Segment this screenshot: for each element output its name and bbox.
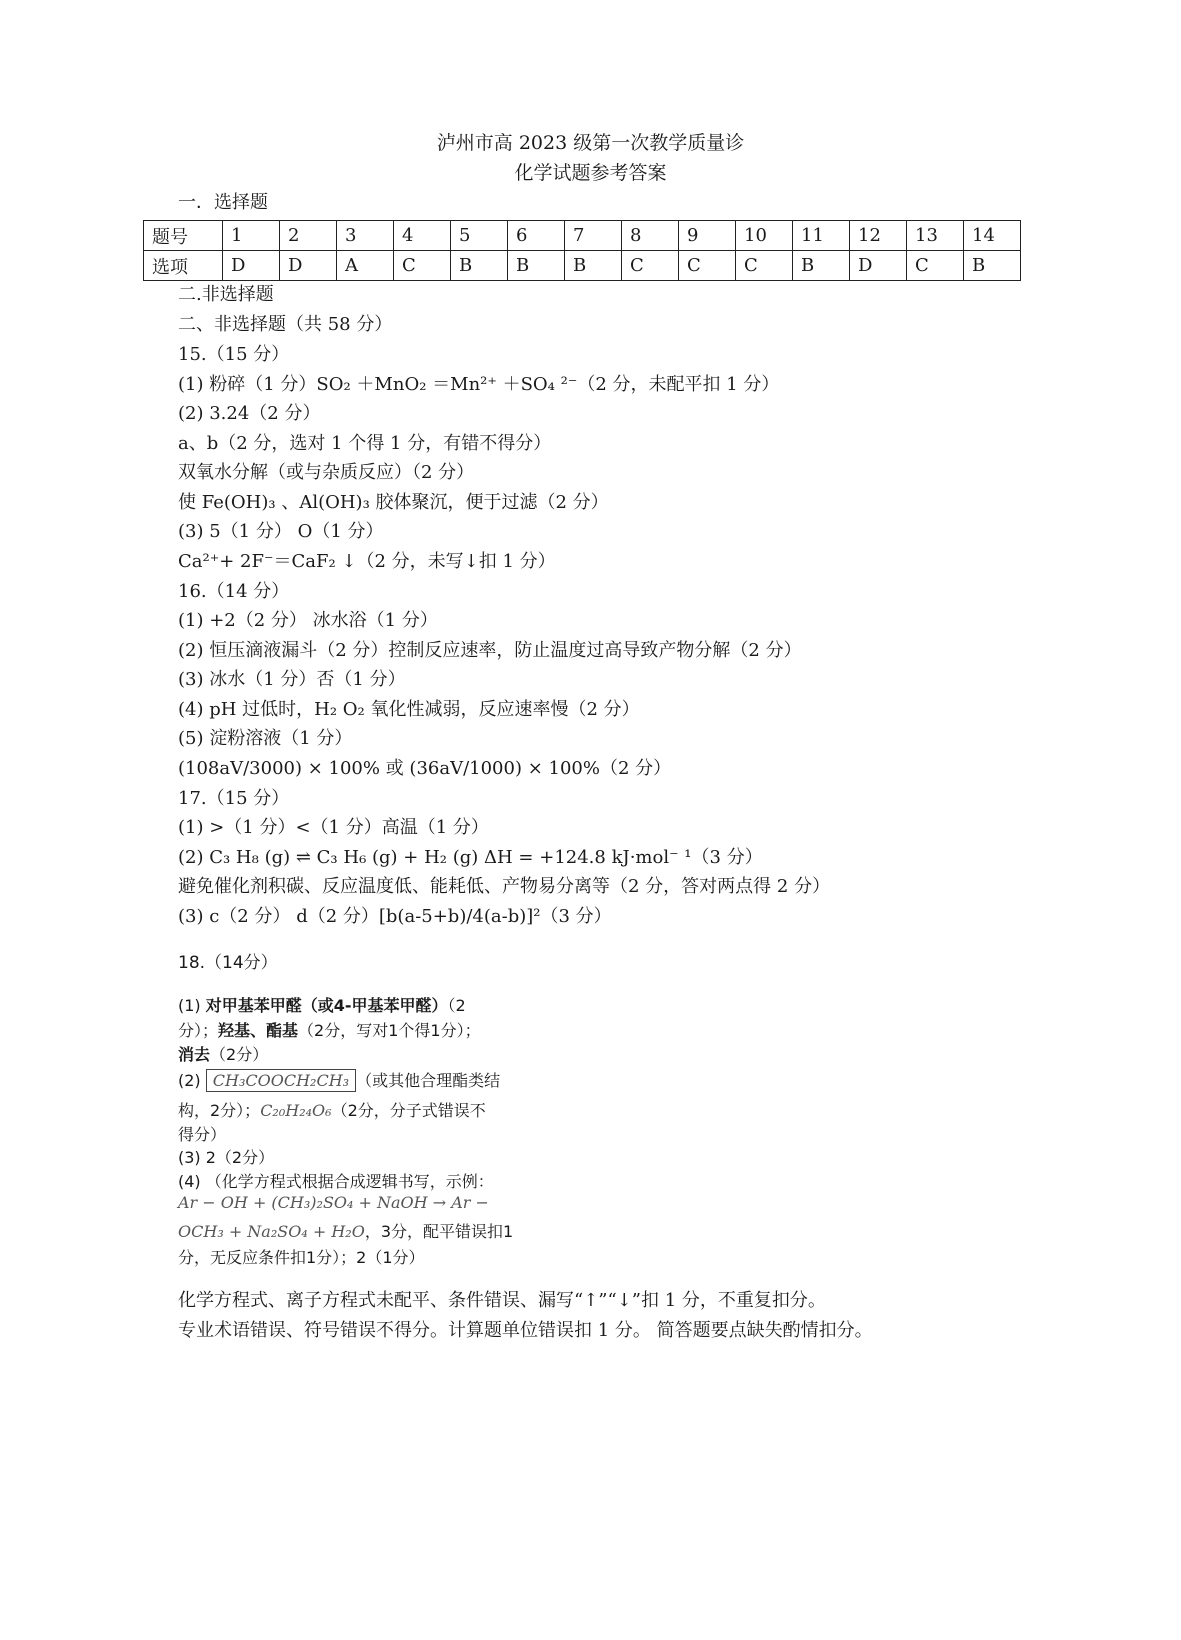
answer-line: (4) （化学方程式根据合成逻辑书写，示例： — [178, 1172, 494, 1191]
text-span: 构，2分）； — [178, 1101, 261, 1120]
table-cell: B — [964, 251, 1021, 281]
question-title: 15.（15 分） — [178, 344, 290, 365]
answer-line: (1) 粉碎（1 分）SO₂ ＋MnO₂ ＝Mn²⁺ ＋SO₄ ²⁻（2 分，未配平扣 1 分） — [178, 374, 780, 395]
question-title: 16.（14 分） — [178, 581, 290, 602]
question-title: 18.（14分） — [178, 953, 278, 973]
answer-line — [178, 1042, 268, 1065]
section-heading-nonchoice: 二.非选择题 — [178, 284, 274, 305]
answer-line: (1) +2（2 分） 冰水浴（1 分） — [178, 610, 438, 631]
table-cell: 7 — [565, 221, 622, 251]
table-cell: 5 — [451, 221, 508, 251]
table-cell: A — [337, 251, 394, 281]
answer-line — [178, 1098, 486, 1121]
answer-line — [178, 1193, 489, 1212]
table-cell: C — [394, 251, 451, 281]
table-cell: D — [223, 251, 280, 281]
text-span: （或其他合理酯类结 — [356, 1071, 501, 1090]
answer-line: (2) C₃ H₈ (g) ⇌ C₃ H₆ (g) + H₂ (g) ΔH = +124.8 kJ·mol⁻ ¹（3 分） — [178, 847, 763, 868]
key-term: 对甲基苯甲醛（或4-甲基苯甲醛） — [205, 996, 448, 1015]
text-span: (1) — [178, 996, 206, 1015]
text-span: 分）； — [178, 1021, 219, 1040]
table-row-answers — [144, 251, 1021, 281]
table-cell: 3 — [337, 221, 394, 251]
answer-line: (3) 冰水（1 分）否（1 分） — [178, 669, 406, 690]
answer-line — [178, 993, 466, 1016]
table-cell: D — [280, 251, 337, 281]
answer-line — [178, 1018, 481, 1041]
table-cell: 10 — [736, 221, 793, 251]
row-label-number: 题号 — [144, 221, 223, 251]
answer-line — [178, 1068, 500, 1092]
answer-line: (1) >（1 分）<（1 分）高温（1 分） — [178, 817, 489, 838]
table-cell: 6 — [508, 221, 565, 251]
text-span: （2 — [447, 996, 466, 1015]
table-cell: 1 — [223, 221, 280, 251]
grading-note: 专业术语错误、符号错误不得分。计算题单位错误扣 1 分。 简答题要点缺失酌情扣分。 — [178, 1320, 873, 1341]
document-subtitle: 化学试题参考答案 — [514, 162, 667, 184]
answer-line — [178, 1219, 513, 1242]
key-term: 羟基、酯基 — [218, 1021, 299, 1040]
answer-line: Ca²⁺+ 2F⁻＝CaF₂ ↓（2 分，未写↓扣 1 分） — [178, 551, 556, 572]
table-cell: D — [850, 251, 907, 281]
answer-line: 使 Fe(OH)₃ 、Al(OH)₃ 胶体聚沉，便于过滤（2 分） — [178, 492, 609, 513]
table-cell: C — [736, 251, 793, 281]
text-span: （2分，写对1个得1分）； — [298, 1021, 481, 1040]
formula: Ar − OH + (CH₃)₂SO₄ + NaOH → Ar − — [178, 1193, 489, 1212]
answer-line: 双氧水分解（或与杂质反应）（2 分） — [178, 462, 475, 483]
question-title: 17.（15 分） — [178, 788, 290, 809]
table-cell: 12 — [850, 221, 907, 251]
formula-box: CH₃COOCH₂CH₃ — [206, 1069, 356, 1092]
table-cell: 14 — [964, 221, 1021, 251]
table-cell: B — [793, 251, 850, 281]
section-heading-nonchoice-score: 二、非选择题（共 58 分） — [178, 314, 393, 335]
answer-line: (3) 5（1 分） O（1 分） — [178, 521, 384, 542]
text-span: ，3分，配平错误扣1 — [364, 1222, 514, 1241]
table-row-numbers — [144, 221, 1021, 251]
formula: OCH₃ + Na₂SO₄ + H₂O — [178, 1222, 365, 1241]
answer-line: (3) c（2 分） d（2 分）[b(a-5+b)/4(a-b)]²（3 分） — [178, 906, 612, 927]
answer-line: 得分） — [178, 1125, 227, 1144]
document-title: 泸州市高 2023 级第一次教学质量诊 — [436, 132, 745, 154]
table-cell: 11 — [793, 221, 850, 251]
table-cell: B — [565, 251, 622, 281]
formula: C₂₀H₂₄O₆ — [260, 1101, 332, 1120]
answer-line: (5) 淀粉溶液（1 分） — [178, 728, 353, 749]
text-span: （2分） — [210, 1045, 269, 1064]
answer-line: (4) pH 过低时，H₂ O₂ 氧化性减弱，反应速率慢（2 分） — [178, 699, 640, 720]
table-cell: 9 — [679, 221, 736, 251]
table-cell: 2 — [280, 221, 337, 251]
table-cell: 8 — [622, 221, 679, 251]
row-label-answer: 选项 — [144, 251, 223, 281]
answer-line: (3) 2（2分） — [178, 1148, 275, 1167]
table-cell: B — [451, 251, 508, 281]
key-term: 消去 — [178, 1045, 211, 1064]
table-cell: B — [508, 251, 565, 281]
answer-line: a、b（2 分，选对 1 个得 1 分，有错不得分） — [178, 433, 552, 454]
table-cell: 4 — [394, 221, 451, 251]
table-cell: 13 — [907, 221, 964, 251]
grading-note: 化学方程式、离子方程式未配平、条件错误、漏写“↑”“↓”扣 1 分，不重复扣分。 — [178, 1290, 826, 1311]
section-heading-choice: 一．选择题 — [178, 192, 268, 213]
text-span: (2) — [178, 1071, 206, 1090]
answer-table — [143, 220, 1021, 281]
answer-line: (2) 恒压滴液漏斗（2 分）控制反应速率，防止温度过高导致产物分解（2 分） — [178, 640, 802, 661]
table-cell: C — [907, 251, 964, 281]
answer-line: 避免催化剂积碳、反应温度低、能耗低、产物易分离等（2 分，答对两点得 2 分） — [178, 876, 831, 897]
text-span: （2分，分子式错误不 — [331, 1101, 486, 1120]
answer-line: 分，无反应条件扣1分）；2（1分） — [178, 1248, 425, 1267]
table-cell: C — [679, 251, 736, 281]
answer-line: (2) 3.24（2 分） — [178, 403, 321, 424]
table-cell: C — [622, 251, 679, 281]
answer-line: (108aV/3000) × 100% 或 (36aV/1000) × 100%（2 分） — [178, 758, 672, 779]
